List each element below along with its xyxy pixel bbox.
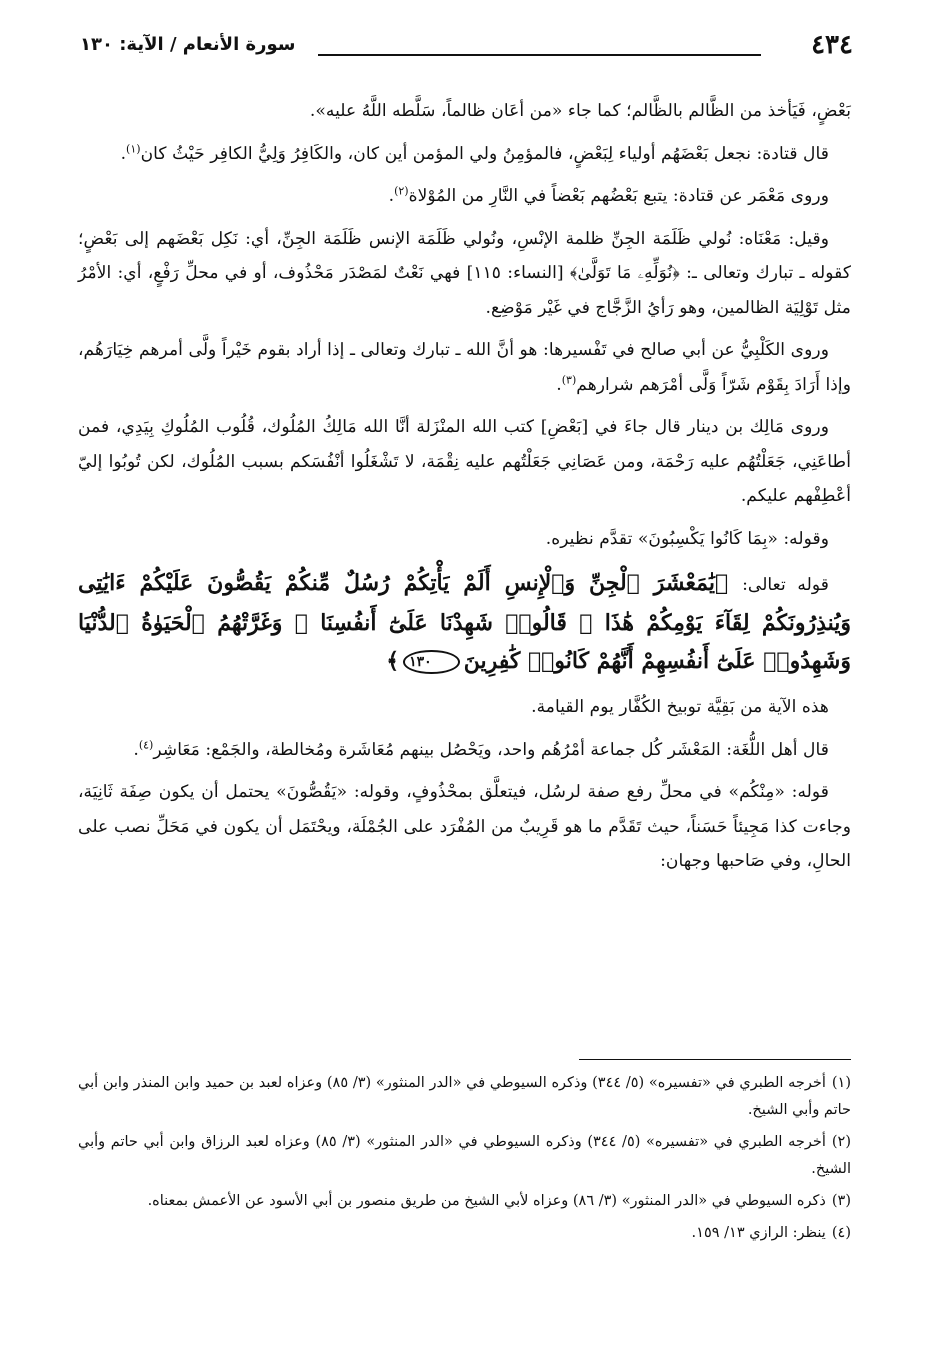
footnote (78, 1220, 851, 1247)
verse-close: ﴾ (386, 648, 400, 674)
footnote (78, 1070, 851, 1124)
page-number: ٤٣٤ (811, 30, 853, 60)
paragraph-text: قال أهل اللُّغَة: المَعْشَر كُل جماعة أمْرُهُم واحد، ويَحْصُل بينهم مُعَاشَرة ومُخالطة، والجَمْع: مَعَاشِر (153, 739, 829, 760)
paragraph: قوله: «مِنْكُم» في محلِّ رفع صفة لرسُل، فيتعلَّق بمحْذُوفٍ، وقوله: «يَقُصُّونَ» يحتمل أن يكون صِفَة ثَانِيَة، وجاءت كذا مَجِيئاً حَسَناً، حيث تَقَدَّم ما هو قَرِيبٌ من المُفْرَد على الجُمْلَة، ويحْتَمَل أن يكون في مَحَلِّ نصب على الحالِ، وفي صَاحبها وجهان: (78, 782, 851, 871)
verse-number-marker: ١٣٠ (403, 650, 460, 674)
verse-lead: قوله تعالى: (742, 575, 829, 595)
footnote-number: (١) (831, 1075, 851, 1091)
quran-verse (78, 564, 851, 680)
footnote-number: (٣) (831, 1193, 851, 1209)
paragraph: وقوله: «بِمَا كَانُوا يَكْسِبُونَ» تقدَّم نظيره. (545, 528, 829, 549)
footnote-number: (٤) (831, 1225, 851, 1241)
footnote-text: أخرجه الطبري في «تفسيره» (٥/ ٣٤٤) وذكره السيوطي في «الدر المنثور» (٣/ ٨٥) وعزاه لعبد بن حميد وابن المنذر وابن أبي حاتم وأبي الشيخ. (78, 1075, 851, 1118)
main-text (78, 94, 851, 887)
page-header (80, 22, 853, 66)
footnote-text: ذكره السيوطي في «الدر المنثور» (٣/ ٨٦) وعزاه لأبي الشيخ من طريق منصور بن أبي الأسود عن الأعمش بمعناه. (147, 1193, 826, 1209)
paragraph-text: قال قتادة: نجعل بَعْضَهُم أولياء لِبَعْضٍ، فالمؤمِنُ ولي المؤمن أين كان، والكَافِرُ وَلِيُّ الكافِر حَيْثُ كان (140, 143, 829, 164)
footnote-text: ينظر: الرازي ١٣/ ١٥٩. (691, 1225, 826, 1241)
paragraph-end: . (388, 186, 395, 206)
footnote-number: (٢) (831, 1134, 851, 1150)
paragraph (78, 179, 851, 214)
footnote-ref[interactable]: (٣) (561, 372, 577, 386)
paragraph-end: . (556, 374, 562, 395)
footnote-text: أخرجه الطبري في «تفسيره» (٥/ ٣٤٤) وذكره السيوطي في «الدر المنثور» (٣/ ٨٥) وعزاه لعبد الرزاق وابن أبي حاتم وأبي الشيخ. (78, 1134, 851, 1177)
paragraph: بَعْضٍ، فَيَأخذ من الظَّالم بالظَّالم؛ كما جاء «من أعَان ظالماً، سَلَّطه اللَّهُ عليه». (309, 101, 851, 121)
footnote-separator (579, 1059, 851, 1060)
footnotes (78, 1070, 851, 1252)
footnote (78, 1129, 851, 1183)
paragraph-end: . (133, 739, 139, 760)
footnote-ref[interactable]: (١) (126, 141, 141, 155)
running-head: سورة الأنعام / الآية: ١٣٠ (80, 34, 296, 55)
footnote-ref[interactable]: (٤) (138, 737, 154, 751)
paragraph: وقيل: مَعْنَاه: نُولي ظَلَمَة الجِنِّ ظلمة الإنْسِ، ونُولي ظَلَمَة الإنس ظَلَمَة الجِنِّ، أي: نَكِل بَعْضَهم إلى بَعْضٍ؛ كقوله ـ تبارك وتعالى ـ: ﴿نُوَلِّهِۦ مَا تَوَلَّىٰ﴾ [النساء: ١١٥] فهي نَعْتٌ لمَصْدَر مَحْذُوف، أو في محلِّ رَفْعٍ، أي: الأمْرُ مثل تَوْلِيَة الظالمين، وهو رَأيُ الزَّجَّاج في غَيْر مَوْضِع. (78, 228, 852, 318)
verse-text: ﴿يَٰمَعْشَرَ ٱلْجِنِّ وَٱلْإِنسِ أَلَمْ يَأْتِكُمْ رُسُلٌ مِّنكُمْ يَقُصُّونَ عَلَيْكُمْ ءَايَٰتِى وَيُنذِرُونَكُمْ لِقَآءَ يَوْمِكُمْ هَٰذَا ۚ قَالُوا۟ شَهِدْنَا عَلَىٰٓ أَنفُسِنَا ۖ وَغَرَّتْهُمُ ٱلْحَيَوٰةُ ٱلدُّنْيَا وَشَهِدُوا۟ عَلَىٰٓ أَنفُسِهِمْ أَنَّهُمْ كَانُوا۟ كَٰفِرِينَ (78, 570, 851, 674)
paragraph (78, 333, 851, 402)
footnote (78, 1188, 851, 1215)
paragraph-text: وروى الكَلْبِيُّ عن أبي صالح في تَفْسيرها: هو أنَّ الله ـ تبارك وتعالى ـ إذا أراد بقوم خَيْراً ولَّى أمرهم خِيَارَهُم، وإذا أَرَادَ بِقَوْم شَرّاً وَلَّى أمْرَهم شرارهم (78, 340, 851, 395)
paragraph-text: وروى مَعْمَر عن قتادة: يتبع بَعْضُهم بَعْضاً في النَّارِ من المُوْلاة (408, 186, 829, 206)
footnote-ref[interactable]: (٢) (394, 184, 409, 198)
paragraph-end: . (120, 143, 127, 164)
paragraph (78, 137, 851, 172)
paragraph (78, 733, 851, 768)
header-rule (318, 54, 761, 56)
paragraph: وروى مَالِك بن دينار قال جاءَ في [بَعْضِ] كتب الله المنْزَلة أنَّا الله مَالِكُ المُلُوك، قُلُوب المُلُوكِ بِيَدِي، فمن أطاعَنِي، جَعَلْتُهُم عليه رَحْمَة، ومن عَصَانِي جَعَلْتُهم عليه نِقْمَة، لا تَشْغَلُوا أنْفُسَكم بسبب المُلُوك، لكن تُوبُوا إليّ أعْطِفْهم عليكم. (78, 417, 851, 506)
paragraph: هذه الآية من بَقِيَّة توبيخ الكُفَّار يوم القيامة. (531, 697, 829, 717)
